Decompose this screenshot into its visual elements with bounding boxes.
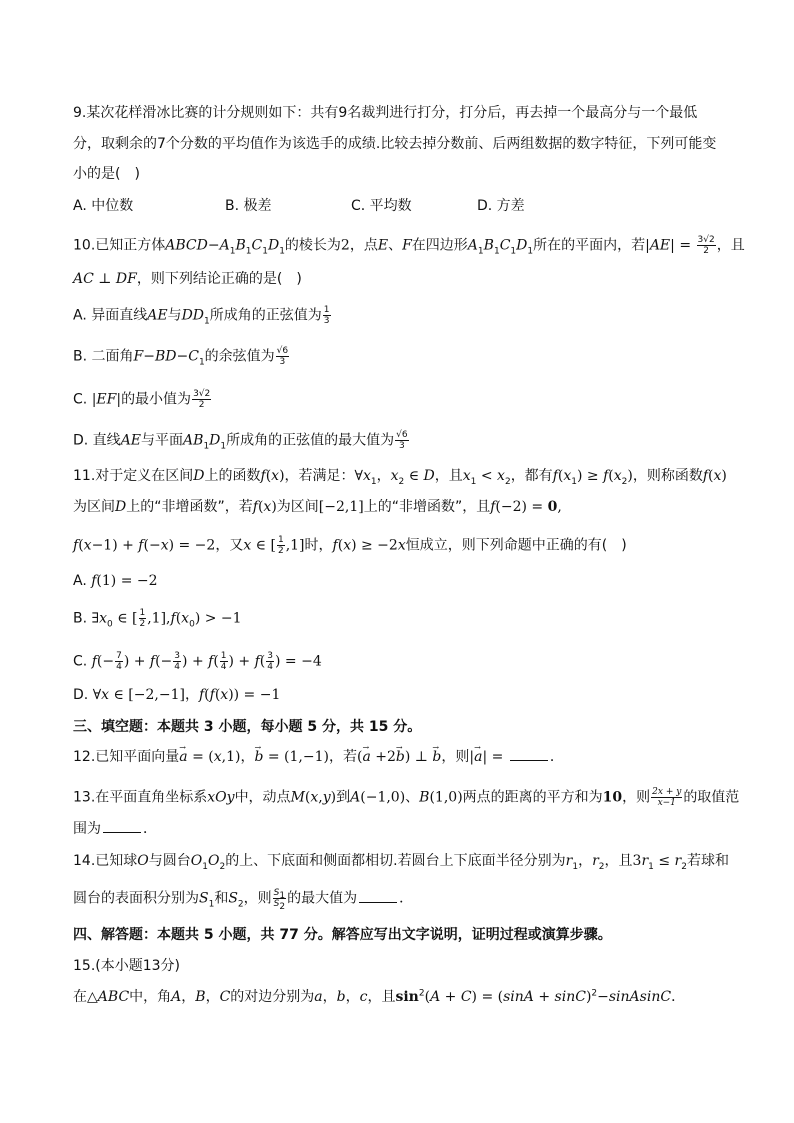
q9-option-b: B. 极差 — [225, 198, 272, 214]
section-3-heading: 三、填空题：本题共 3 小题，每小题 5 分，共 15 分。 — [73, 719, 422, 735]
q15-line1: 在△ABC中，角A，B，C的对边分别为a，b，c，且$\sin^2(A + C) = (\sin A$ + $\sin C)^2-sinAsinC$． — [73, 988, 686, 1005]
q14-line1: 14.已知球O与圆台$O_1O_2$的上、下底面和侧面都相切.若圆台上下底面半径分别为$r_1$，$r_2$，且$3r_1 \le r_2$若球和 — [73, 853, 729, 872]
q11-line2: 为区间D上的“非增函数”，若f(x)为区间[−2,1]上的“非增函数”，且f(−2) = 0, — [73, 499, 562, 515]
q15-head: 15.(本小题13分) — [73, 958, 181, 974]
q13-line2: 围为 ． — [73, 821, 157, 837]
q10-option-b: B. 二面角$F-BD-C_1$的余弦值为 $\frac{√6}{3}$ — [73, 346, 289, 368]
q12-line: 12.已知平面向量→ a = (x,1)，→ b = (1,−1)，若(→ a +2→ b) ⊥ → b，则|→ a| = ． — [73, 748, 564, 766]
q13-line1: 13.在平面直角坐标系xOy中，动点M(x,y)到A(−1,0)、B(1,0)两点的距离的平方和为10，则 $\frac{2x + y}{x-1}$ 的取值范 — [73, 787, 740, 808]
q9-option-a: A. 中位数 — [73, 198, 134, 214]
q10-line2: AC ⊥ DF，则下列结论正确的是( ) — [73, 271, 302, 287]
q9-options — [73, 197, 543, 215]
q10-option-a: A. 异面直线AE与$DD_1$所成角的正弦值为 $\frac{1}{3}$ — [73, 305, 330, 327]
q14-answer-blank[interactable] — [359, 890, 397, 903]
q11-line1: 11.对于定义在区间D上的函数f(x)，若满足：$\forall x_1$，$x_2$ ∈ D，且$x_1 < x_2$，都有$f(x_1) \ge f(x_2)$，则称函数f(x) — [73, 468, 727, 487]
q13-answer-blank[interactable] — [103, 820, 141, 833]
section-4-heading: 四、解答题：本题共 5 小题，共 77 分。解答应写出文字说明，证明过程或演算步骤。 — [73, 927, 612, 943]
q10-option-c: C. |EF|的最小值为 $\frac{3√2}{2}$ — [73, 389, 211, 410]
q9-option-c: C. 平均数 — [351, 198, 412, 214]
q10-option-d: D. 直线AE与平面$AB_1D_1$所成角的正弦值的最大值为 $\frac{√6}{3}$ — [73, 430, 408, 452]
q11-option-a: A. f(1) = −2 — [73, 573, 158, 589]
q9-option-d: D. 方差 — [477, 198, 525, 214]
q14-line2: 圆台的表面积分别为$S_1$和$S_2$，则 $\frac{S_1}{S_2}$ 的最大值为 ． — [73, 888, 414, 912]
q9-line3: 小的是( ) — [73, 166, 140, 182]
q11-option-d: D. ∀x ∈ [−2,−1]，f(f(x)) = −1 — [73, 687, 281, 703]
q12-answer-blank[interactable] — [510, 748, 548, 761]
q9-line2: 分，取剩余的7个分数的平均值作为该选手的成绩.比较去掉分数前、后两组数据的数字特征，下列可能变 — [73, 136, 717, 152]
q11-option-b: B. $\exists x_0$ ∈ [ $\frac{1}{2}$ $,1],f(x_0) > -1$ — [73, 608, 242, 630]
q11-line3: f(x−1) + f(−x) = −2，又x ∈ [ $\frac{1}{2}$ ,1]时，f(x) ≥ −2x恒成立，则下列命题中正确的有( ) — [73, 535, 627, 556]
q9-line1: 9.某次花样滑冰比赛的计分规则如下：共有9名裁判进行打分，打分后，再去掉一个最高分与一个最低 — [73, 105, 698, 121]
q10-line1: 10.已知正方体$ABCD-A_1B_1C_1D_1$的棱长为2，点E、F在四边形$A_1B_1C_1D_1$所在的平面内，若|AE| = $\frac{3√2}{2}$ ，且 — [73, 235, 745, 257]
q11-option-c: C. f(− $\frac{7}{4}$ ) + f(− $\frac{3}{4}$ ) + f( $\frac{1}{4}$ ) + f( $\frac{3}{4}$ ) = −4 — [73, 651, 322, 672]
